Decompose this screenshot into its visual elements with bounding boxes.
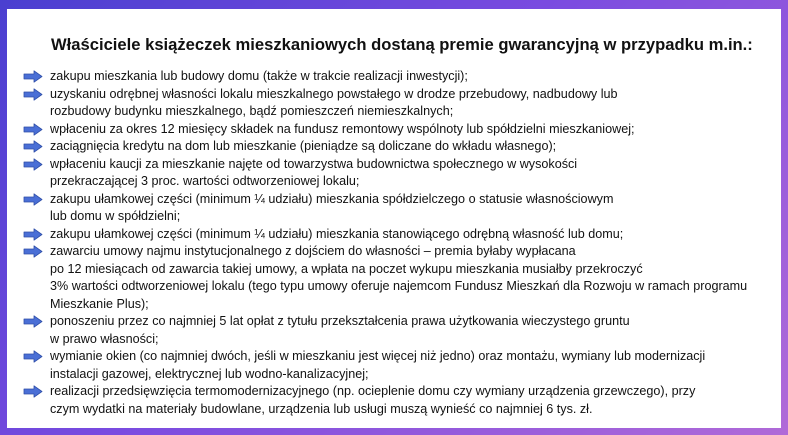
list-item [23, 226, 771, 244]
list-item-text: realizacji przedsięwzięcia termomodernizacyjnego (np. ocieplenie domu czy wymiany urządzenia grzewczego), przy [50, 384, 696, 398]
list-item-text: 3% wartości odtworzeniowej lokalu (tego typu umowy oferuje najemcom Fundusz Mieszkań dla Rozwoju w ramach programu [50, 279, 748, 293]
list-item-text: lub domu w spółdzielni; [50, 209, 181, 223]
list-item-text: ponoszeniu przez co najmniej 5 lat opłat z tytułu przekształcenia prawa użytkowania wieczystego gruntu [50, 314, 630, 328]
conditions-list [23, 68, 771, 418]
list-item-text: uzyskaniu odrębnej własności lokalu mieszkalnego powstałego w drodze przebudowy, nadbudowy lub [50, 86, 618, 101]
right-arrow-icon [23, 245, 43, 258]
list-item-text: w prawo własności; [50, 331, 159, 346]
list-item-text: wymianie okien (co najmniej dwóch, jeśli w mieszkaniu jest więcej niż jedno) oraz montażu, wymiany lub modernizacji [50, 349, 706, 363]
list-item-text: zaciągnięcia kredytu na dom lub mieszkanie (pieniądze są doliczane do wkładu własnego); [50, 139, 557, 153]
page-title: Właściciele książeczek mieszkaniowych dostaną premie gwarancyjną w przypadku m.in.: [51, 35, 753, 54]
right-arrow-icon [23, 385, 43, 398]
list-item-text: instalacji gazowej, elektrycznej lub wodno-kanalizacyjnej; [50, 366, 369, 381]
list-item-text: czym wydatki na materiały budowlane, urządzenia lub usługi muszą wynieść co najmniej 6 tys. zł. [50, 401, 593, 416]
list-item [23, 138, 771, 156]
right-arrow-icon [23, 88, 43, 101]
right-arrow-icon [23, 158, 43, 171]
right-arrow-icon [23, 193, 43, 206]
list-item [23, 313, 771, 348]
list-item [23, 243, 771, 313]
list-item-text: zawarciu umowy najmu instytucjonalnego z dojściem do własności – premia byłaby wypłacana [50, 244, 576, 258]
list-item-text: po 12 miesiącach od zawarcia takiej umowy, a wpłata na poczet wykupu mieszkania musiałby przekroczyć [50, 261, 643, 276]
right-arrow-icon [23, 123, 43, 136]
list-item-text: Mieszkanie Plus); [50, 296, 149, 311]
list-item [23, 348, 771, 383]
list-item [23, 383, 771, 418]
list-item-text: zakupu ułamkowej części (minimum ¼ udziału) mieszkania stanowiącego odrębną własność lub domu; [50, 226, 624, 241]
right-arrow-icon [23, 228, 43, 241]
list-item-text: wpłaceniu kaucji za mieszkanie najęte od towarzystwa budownictwa społecznego w wysokości [50, 156, 578, 171]
list-item [23, 121, 771, 139]
right-arrow-icon [23, 350, 43, 363]
list-item-text: wpłaceniu za okres 12 miesięcy składek na fundusz remontowy wspólnoty lub spółdzielni mieszkaniowej; [50, 121, 635, 136]
right-arrow-icon [23, 70, 43, 83]
list-item [23, 86, 771, 121]
list-item [23, 156, 771, 191]
list-item [23, 68, 771, 86]
right-arrow-icon [23, 140, 43, 153]
right-arrow-icon [23, 315, 43, 328]
list-item [23, 191, 771, 226]
list-item-text: zakupu ułamkowej części (minimum ¼ udziału) mieszkania spółdzielczego o statusie własnościowym [50, 191, 614, 206]
list-item-text: przekraczającej 3 proc. wartości odtworzeniowej lokalu; [50, 174, 360, 188]
list-item-text: zakupu mieszkania lub budowy domu (także w trakcie realizacji inwestycji); [50, 69, 468, 83]
list-item-text: rozbudowy budynku mieszkalnego, bądź pomieszczeń niemieszkalnych; [50, 104, 454, 118]
content-panel [7, 9, 781, 428]
